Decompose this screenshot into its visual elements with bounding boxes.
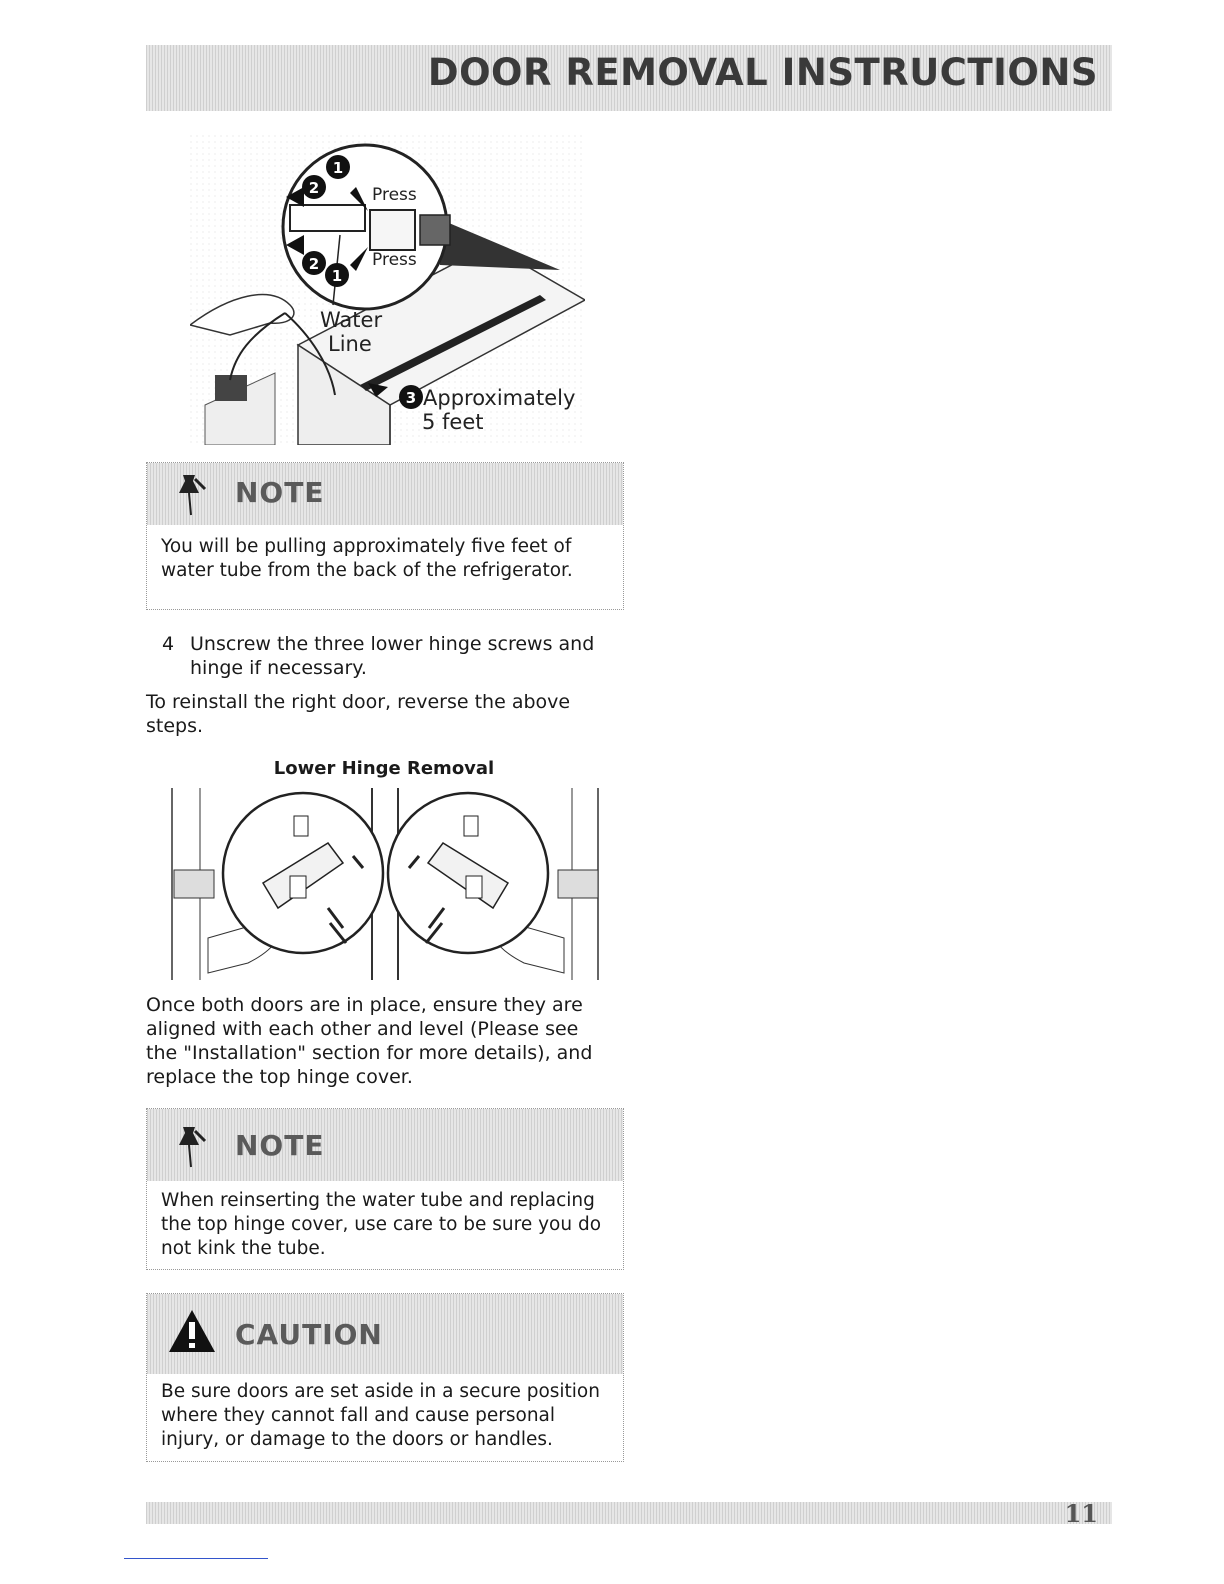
header-bar [146,45,1112,111]
note-box-1 [146,462,624,610]
note-box-2 [146,1108,624,1270]
note-text-1: You will be pulling approximately five feet of water tube from the back of the refrigerator. [161,536,573,581]
left-hinge [174,870,214,898]
svg-text:1: 1 [331,267,343,285]
note-text-2: When reinserting the water tube and replacing the top hinge cover, use care to be sure you do not kink the tube. [161,1190,602,1259]
caution-title: CAUTION [235,1318,383,1351]
note-title-1: NOTE [235,476,325,509]
water-line-label-2: Line [328,332,372,356]
approx-label-2: 5 feet [422,410,484,434]
reinstall-paragraph: To reinstall the right door, reverse the above steps. [146,691,571,737]
svg-text:2: 2 [308,179,320,197]
press-label-bottom: Press [372,250,417,270]
note-title-2: NOTE [235,1129,325,1162]
alignment-paragraph: Once both doors are in place, ensure they are aligned with each other and level (Please see the "Installation" section for more details), and replace the top hinge cover. [146,994,593,1088]
caution-box [146,1293,624,1462]
step-number: 4 [162,633,175,655]
warning-icon [167,1308,217,1354]
caution-text: Be sure doors are set aside in a secure position where they cannot fall and cause personal injury, or damage to the doors or handles. [161,1381,600,1450]
step-marker-2-bottom [302,251,326,275]
note-header-2 [147,1109,623,1181]
svg-text:2: 2 [308,255,320,273]
water-line-label-1: Water [320,308,383,332]
bottom-rule [124,1558,268,1559]
step-marker-1-bottom [325,263,349,287]
right-hinge [558,870,598,898]
approx-label-1: Approximately [423,386,576,410]
svg-text:1: 1 [332,159,344,177]
step-marker-3 [399,385,423,409]
connector [370,210,415,250]
hinge-figure-caption: Lower Hinge Removal [273,758,495,779]
page-number: 11 [1064,1499,1098,1528]
lower-hinge-figure [168,788,604,980]
press-label-top: Press [372,185,417,205]
step-marker-2-top [302,175,326,199]
pushpin-icon [169,1123,213,1171]
footer-bar [146,1499,1112,1528]
pushpin-icon [169,471,213,519]
page-title: DOOR REMOVAL INSTRUCTIONS [427,51,1098,94]
caution-header [147,1294,623,1374]
step-marker-1-top [326,155,350,179]
svg-text:3: 3 [405,389,417,407]
water-line-figure [190,135,585,445]
note-header-1 [147,463,623,525]
step-text: Unscrew the three lower hinge screws and hinge if necessary. [190,633,595,679]
